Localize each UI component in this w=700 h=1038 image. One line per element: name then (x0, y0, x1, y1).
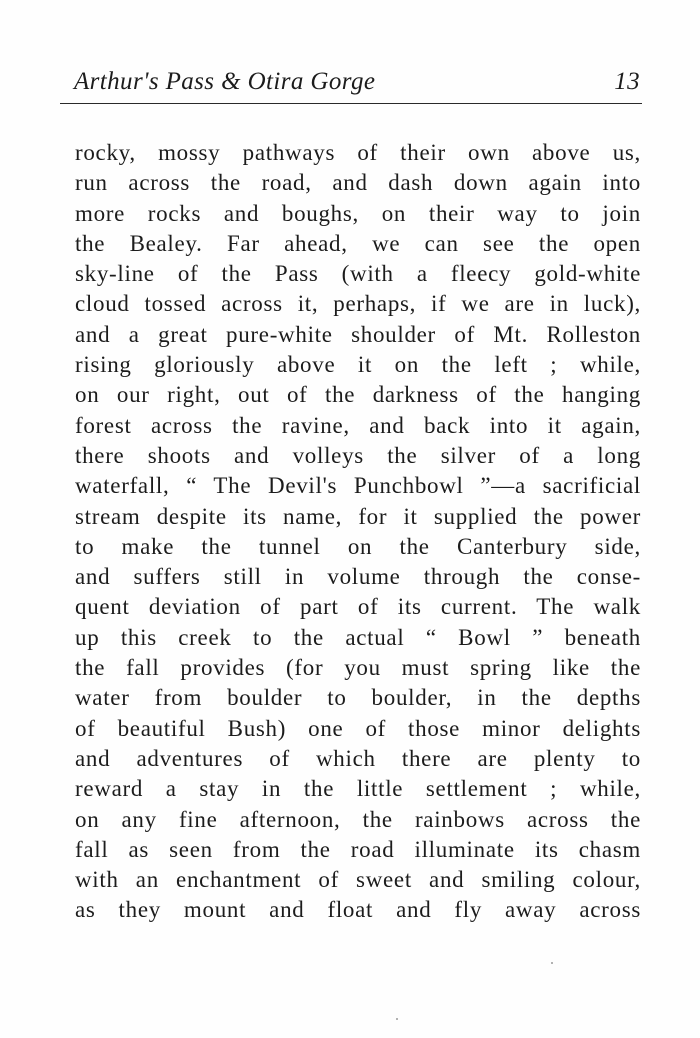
text-line: on our right, out of the darkness of the hanging (75, 382, 641, 408)
header-rule (60, 103, 642, 104)
text-line: with an enchantment of sweet and smiling colour, (75, 867, 641, 893)
text-line: and suffers still in volume through the conse- (75, 564, 641, 590)
text-line: sky-line of the Pass (with a fleecy gold-white (75, 261, 641, 287)
paper-speck (551, 962, 553, 964)
page-number: 13 (614, 68, 640, 95)
text-line: to make the tunnel on the Canterbury side, (75, 533, 641, 559)
text-line: fall as seen from the road illuminate its chasm (75, 836, 641, 862)
text-line: rising gloriously above it on the left ; while, (75, 352, 641, 378)
text-line: waterfall, “ The Devil's Punchbowl ”—a sacrificial (75, 473, 641, 499)
text-line: reward a stay in the little settlement ; while, (75, 776, 641, 802)
text-line: and a great pure-white shoulder of Mt. Rolleston (75, 321, 641, 347)
text-line: quent deviation of part of its current. The walk (75, 594, 641, 620)
text-line: cloud tossed across it, perhaps, if we are in luck), (75, 291, 641, 317)
text-line: of beautiful Bush) one of those minor delights (75, 715, 641, 741)
text-line: rocky, mossy pathways of their own above us, (75, 140, 641, 165)
text-line: the Bealey. Far ahead, we can see the open (75, 230, 641, 256)
text-line: on any fine afternoon, the rainbows across the (75, 806, 641, 832)
running-title: Arthur's Pass & Otira Gorge (74, 68, 376, 95)
text-line: water from boulder to boulder, in the depths (75, 685, 641, 711)
body-text (75, 138, 641, 926)
text-line: there shoots and volleys the silver of a long (75, 442, 641, 468)
text-line: forest across the ravine, and back into it again, (75, 412, 641, 438)
text-line: run across the road, and dash down again into (75, 170, 641, 196)
text-line: the fall provides (for you must spring like the (75, 655, 641, 681)
text-line: up this creek to the actual “ Bowl ” beneath (75, 624, 641, 650)
text-line: and adventures of which there are plenty to (75, 745, 641, 771)
text-line: more rocks and boughs, on their way to join (75, 200, 641, 226)
text-line: as they mount and float and fly away across (75, 897, 641, 923)
text-line: stream despite its name, for it supplied the power (75, 503, 641, 529)
running-head (74, 68, 640, 102)
paper-speck (396, 1018, 398, 1020)
